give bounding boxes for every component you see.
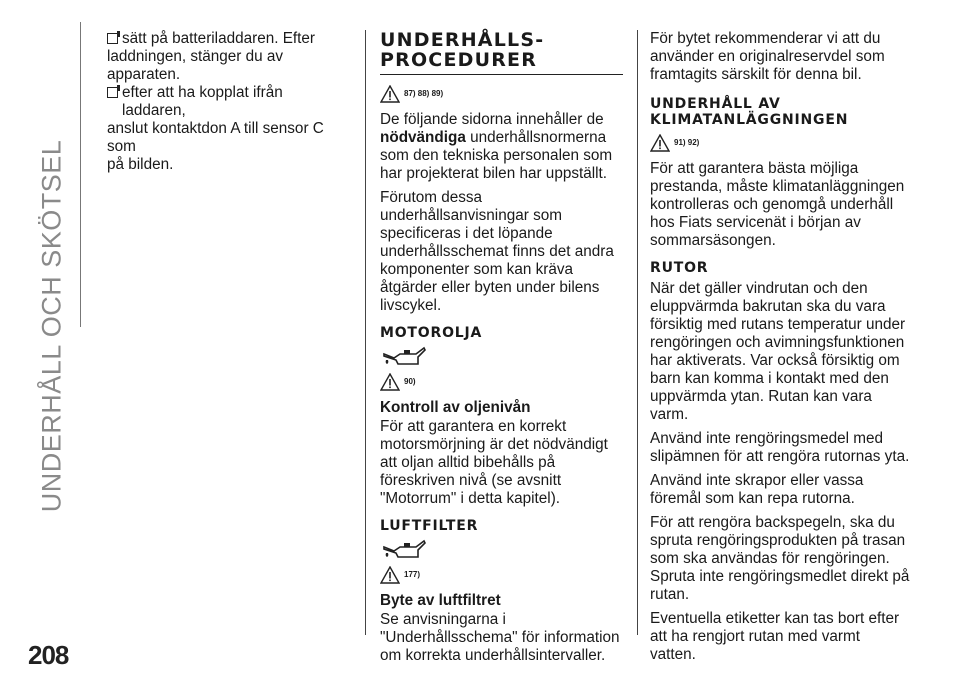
section-heading-air-filter: LUFTFILTER (380, 518, 479, 534)
oil-can-icon (380, 538, 428, 560)
section-heading-engine-oil: MOTOROLJA (380, 325, 483, 341)
oil-can-icon-row (380, 538, 623, 562)
section-heading-windows: RUTOR (650, 260, 709, 276)
warning-triangle-icon (380, 566, 400, 584)
column-1 (107, 30, 347, 174)
paragraph: Förutom dessa underhållsanvisningar som specificeras i det löpande underhållsschemat finns det andra komponenter som kan kräva åtgärder eller byten under bilens livscykel. (380, 189, 614, 314)
warning-triangle-icon (380, 373, 400, 391)
column-divider (637, 30, 638, 635)
section-heading-climate-control: UNDERHÅLL AV KLIMATANLÄGGNINGEN (650, 96, 849, 128)
column-3 (650, 30, 910, 670)
paragraph: De följande sidorna innehåller de nödvändiga underhållsnormerna som den tekniska personalen som har projekterat bilen har uppställt. (380, 111, 613, 182)
oil-can-icon (380, 345, 428, 367)
bullet-icon (107, 33, 118, 44)
warning-reference: 90) (380, 371, 623, 393)
paragraph: Använd inte rengöringsmedel med slipämnen för att rengöra rutornas yta. (650, 430, 910, 465)
text-line: laddningen, stänger du av apparaten. (107, 48, 284, 83)
bullet-item: efter att ha kopplat ifrån laddaren, (107, 84, 347, 120)
paragraph: För att garantera bästa möjliga prestanda, måste klimatanläggningen kontrolleras och genomgå underhåll hos Fiats servicenät i början av sommarsäsongen. (650, 160, 905, 249)
warning-reference: 87) 88) 89) (380, 83, 623, 105)
bullet-icon (107, 87, 118, 98)
column-2 (380, 30, 623, 671)
section-heading-procedures: UNDERHÅLLS- PROCEDURER (380, 30, 623, 75)
oil-can-icon-row (380, 345, 623, 369)
warning-reference: 177) (380, 564, 623, 586)
paragraph: Se anvisningarna i "Underhållsschema" för information om korrekta underhållsintervaller. (380, 611, 620, 664)
paragraph: För bytet rekommenderar vi att du använder en originalreservdel som framtagits särskilt för denna bil. (650, 30, 885, 83)
subheading-oil-level: Kontroll av oljenivån (380, 399, 531, 416)
subheading-air-filter-replacement: Byte av luftfiltret (380, 592, 501, 609)
page-number: 208 (28, 640, 69, 670)
paragraph: För att rengöra backspegeln, ska du spruta rengöringsprodukten på trasan som ska användas för rengöringen. Spruta inte rengöringsmedlet direkt på rutan. (650, 514, 910, 603)
paragraph: För att garantera en korrekt motorsmörjning är det nödvändigt att oljan alltid bibehålls på föreskriven nivå (se avsnitt "Motorrum" i detta kapitel). (380, 418, 608, 507)
warning-triangle-icon (650, 134, 670, 152)
column-divider (365, 30, 366, 635)
text-line: anslut kontaktdon A till sensor C som (107, 120, 324, 155)
text-line: på bilden. (107, 156, 174, 173)
warning-reference: 91) 92) (650, 132, 910, 154)
side-rule (80, 22, 81, 327)
paragraph: Använd inte skrapor eller vassa föremål som kan repa rutorna. (650, 472, 864, 507)
paragraph: När det gäller vindrutan och den eluppvärmda bakrutan ska du vara försiktig med rutans temperatur under rengöringen och avimningsfunktionen har aktiverats. Var också försiktig om barn kan komma i kontakt med den uppvärmda ytan. Rutan kan vara varm. (650, 280, 906, 423)
bullet-item: sätt på batteriladdaren. Efter (107, 30, 347, 48)
paragraph: Eventuella etiketter kan tas bort efter att ha rengjort rutan med varmt vatten. (650, 610, 900, 663)
warning-triangle-icon (380, 85, 400, 103)
